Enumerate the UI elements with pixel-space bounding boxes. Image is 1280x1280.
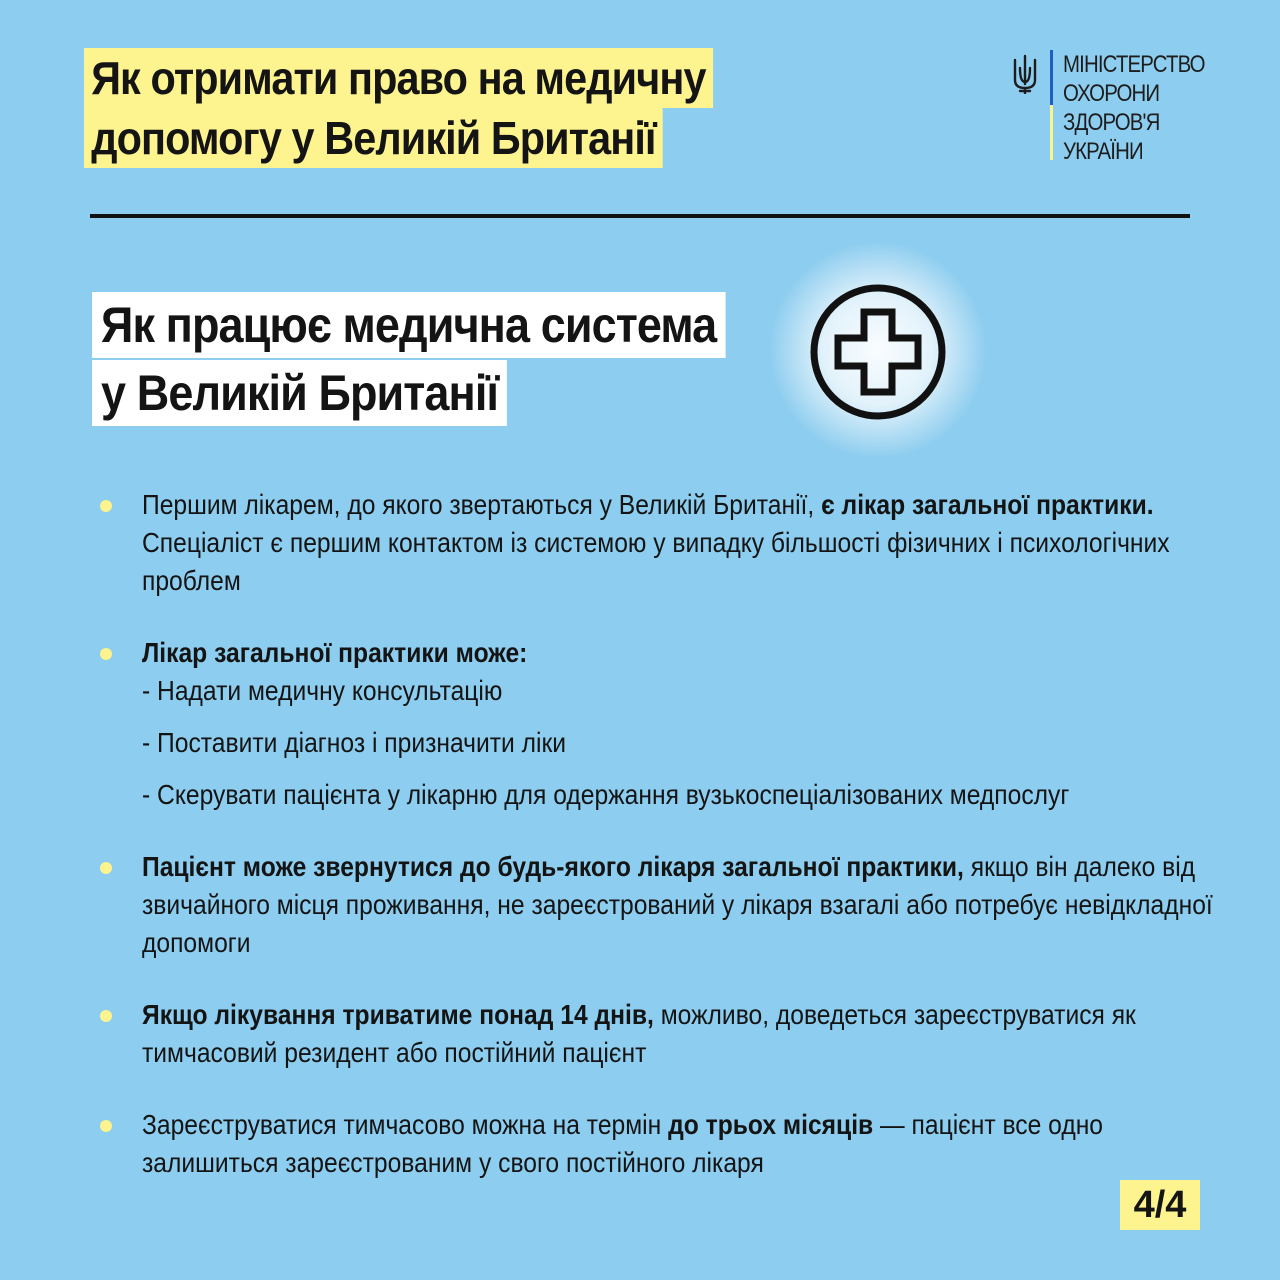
bullet-2-text-bold: Лікар загальної практики може:	[142, 637, 528, 668]
logo-line-1: МІНІСТЕРСТВО	[1063, 51, 1205, 78]
ministry-logo	[1010, 50, 1230, 166]
sub-item	[100, 724, 1210, 762]
bullet-text	[142, 1106, 1233, 1182]
bullet-3-text-post: якщо він далеко від звичайного місця проживання, не зареєстрований у лікаря взагалі або потребує невідкладної допомоги	[142, 851, 1213, 958]
bullet-1-text-post: Спеціаліст є першим контактом із системою у випадку більшості фізичних і психологічних проблем	[142, 527, 1170, 596]
bullet-dot	[100, 648, 112, 660]
bullet-text	[142, 486, 1233, 600]
list-item	[100, 486, 1210, 600]
sub-item-3-text: - Скерувати пацієнта у лікарню для одержання вузькоспеціалізованих медпослуг	[142, 779, 1070, 810]
header-title-line-1: Як отримати право на медичну	[84, 48, 713, 108]
medical-cross-icon	[808, 282, 948, 422]
sub-item-1-text: - Надати медичну консультацію	[142, 675, 503, 706]
bullet-dot	[100, 862, 112, 874]
bullet-1-text-bold: є лікар загальної практики.	[821, 489, 1154, 520]
header-title-line-2: допомогу у Великій Британії	[84, 108, 663, 168]
bullet-4-text-bold: Якщо лікування триватиме понад 14 днів,	[142, 999, 654, 1030]
bullet-dot	[100, 1120, 112, 1132]
bullet-text	[142, 634, 1233, 672]
logo-divider	[1050, 50, 1053, 160]
header-divider	[90, 214, 1190, 218]
bullet-list	[100, 486, 1213, 1182]
list-item	[100, 634, 1210, 672]
bullet-5-text-pre: Зареєструватися тимчасово можна на термін	[142, 1109, 669, 1140]
sub-item	[100, 672, 1210, 710]
section-title-line-1: Як працює медична система	[92, 292, 725, 358]
bullet-3-text-bold: Пацієнт може звернутися до будь-якого лікаря загальної практики,	[142, 851, 964, 882]
logo-line-3: ЗДОРОВ'Я	[1063, 109, 1160, 136]
sub-item	[100, 776, 1210, 814]
list-item	[100, 1106, 1210, 1182]
section-title-line-2: у Великій Британії	[92, 360, 507, 426]
trident-icon	[1010, 54, 1040, 94]
list-item	[100, 848, 1213, 962]
section-title	[92, 292, 725, 428]
bullet-4-text-post: можливо, доведеться зареєструватися як тимчасовий резидент або постійний пацієнт	[142, 999, 1136, 1068]
list-item	[100, 996, 1210, 1072]
bullet-text	[142, 996, 1233, 1072]
bullet-text	[142, 848, 1233, 962]
bullet-5-text-post: — пацієнт все одно залишиться зареєстрованим у свого постійного лікаря	[142, 1109, 1104, 1178]
sub-item-2-text: - Поставити діагноз і призначити ліки	[142, 727, 567, 758]
header-title	[84, 48, 713, 168]
page-indicator: 4/4	[1120, 1180, 1200, 1230]
bullet-5-text-bold: до трьох місяців	[668, 1109, 874, 1140]
logo-line-2: ОХОРОНИ	[1063, 80, 1160, 107]
bullet-1-text-pre: Першим лікарем, до якого звертаються у Великій Британії,	[142, 489, 822, 520]
logo-text	[1063, 50, 1205, 166]
sub-list	[100, 672, 1210, 814]
logo-line-4: УКРАЇНИ	[1063, 138, 1143, 165]
bullet-dot	[100, 1010, 112, 1022]
bullet-dot	[100, 500, 112, 512]
